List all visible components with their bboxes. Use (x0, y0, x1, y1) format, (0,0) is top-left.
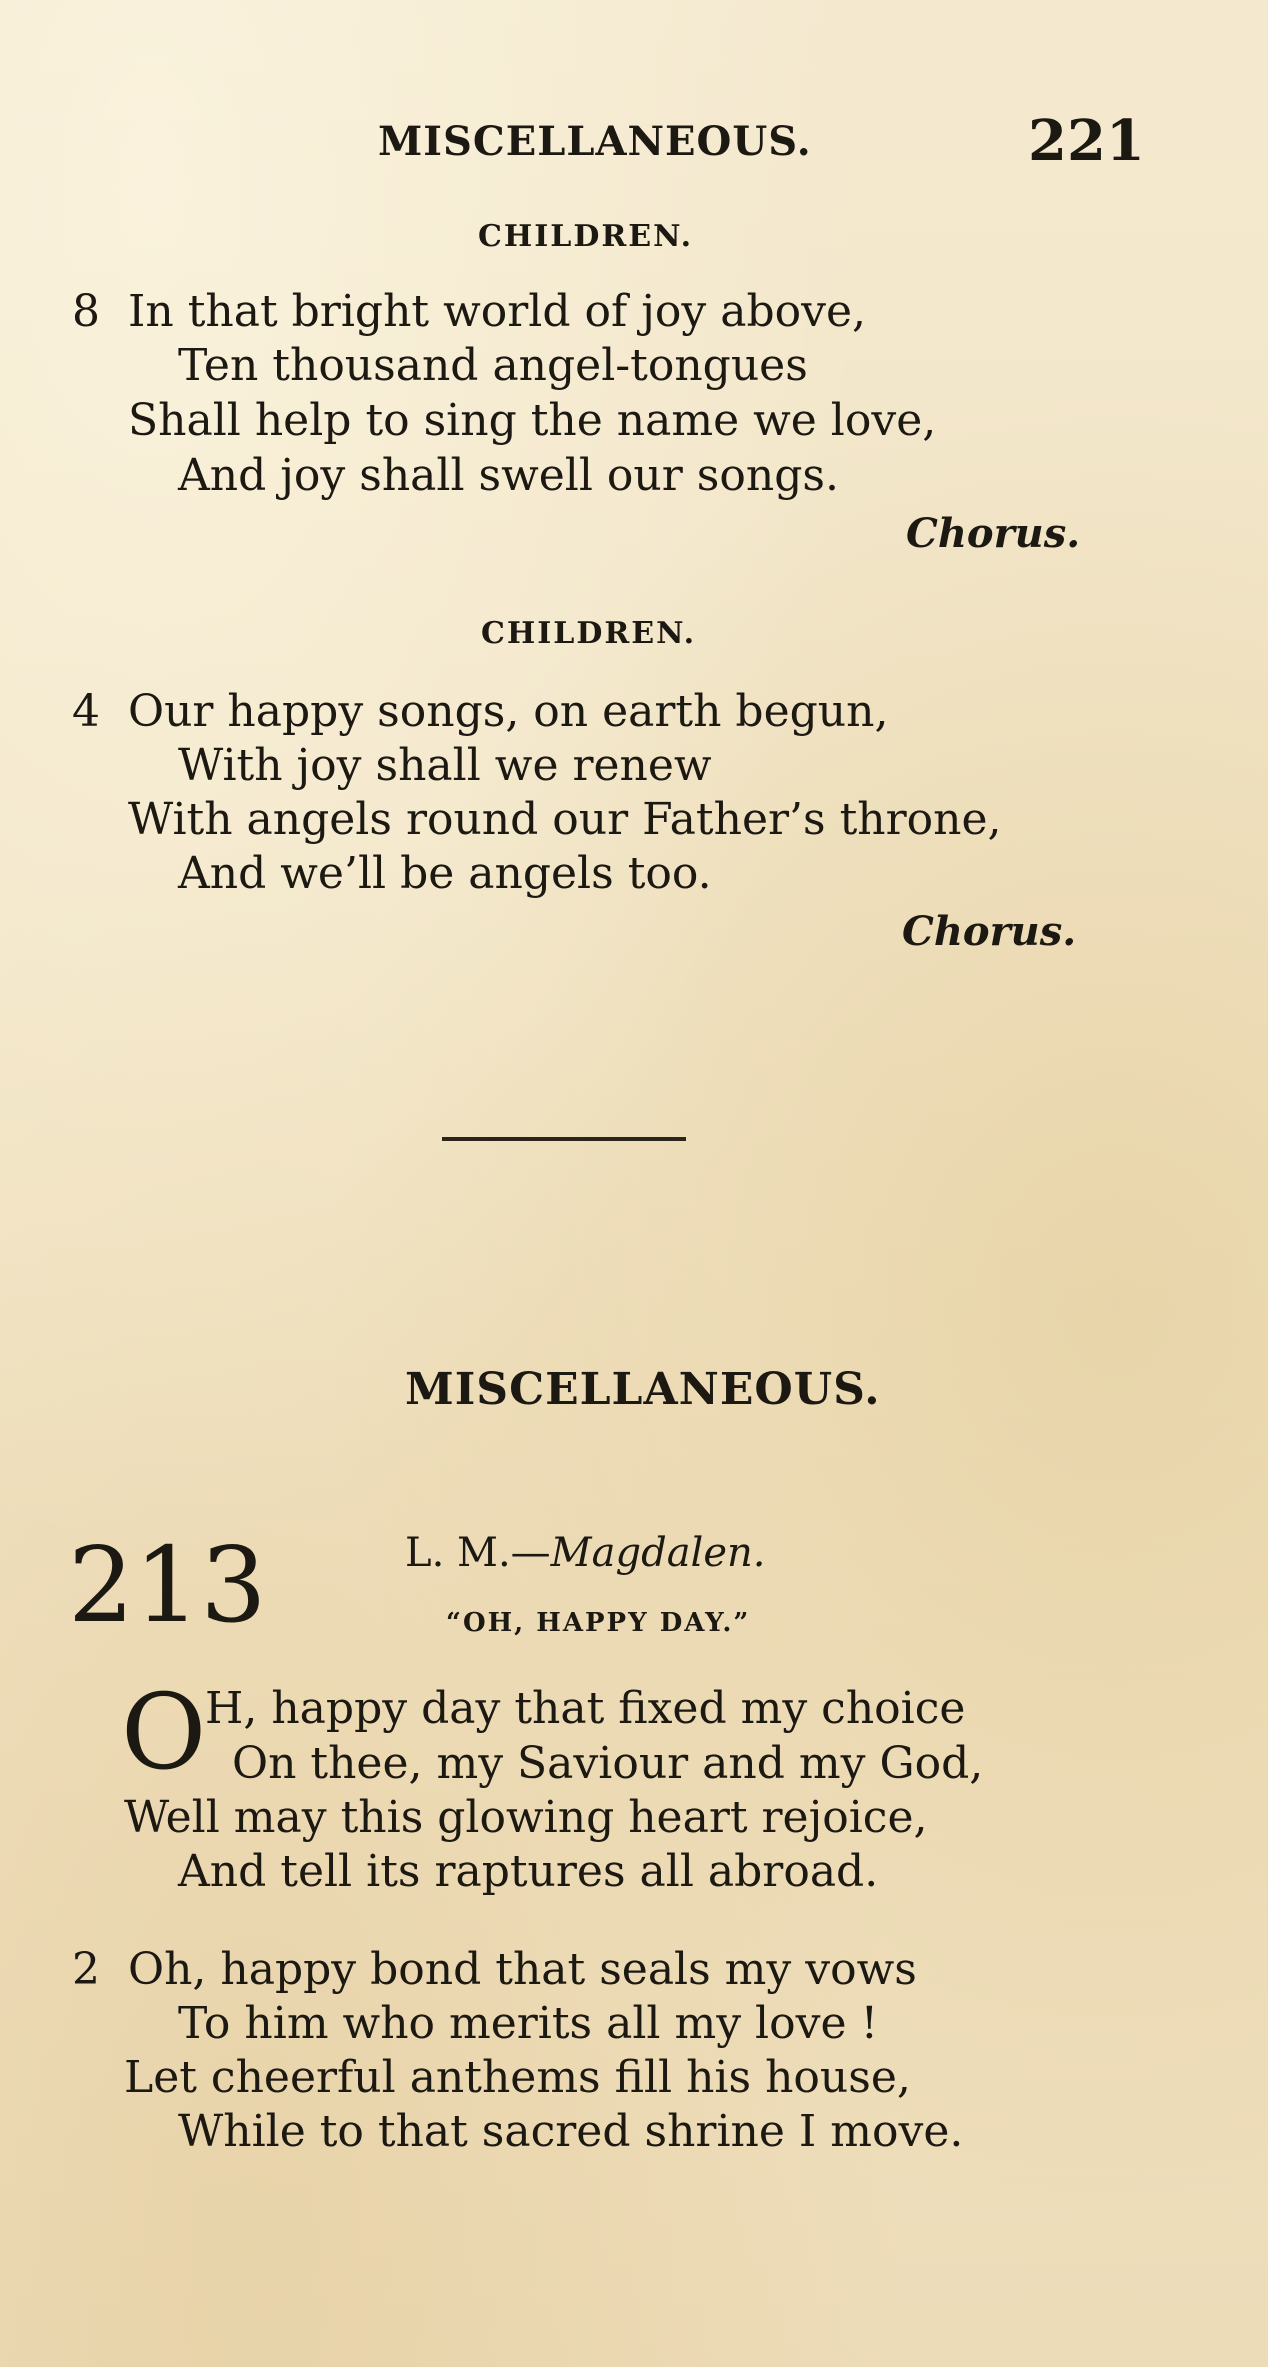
part-label-children: CHILDREN. (481, 616, 697, 651)
verse-line: In that bright world of joy above, (128, 286, 866, 337)
verse-line: Let cheerful anthems fill his house, (124, 2052, 911, 2103)
meter: L. M.— (405, 1530, 551, 1576)
chorus-label: Chorus. (906, 510, 1081, 557)
verse-line: Well may this glowing heart rejoice, (124, 1792, 928, 1843)
chorus-label: Chorus. (902, 908, 1077, 955)
verse-line: With joy shall we renew (178, 740, 712, 791)
verse-line: Ten thousand angel-tongues (178, 340, 808, 391)
running-head: MISCELLANEOUS. (378, 118, 812, 165)
section-heading: MISCELLANEOUS. (405, 1364, 881, 1415)
verse-line: To him who merits all my love ! (178, 1998, 879, 2049)
verse-line: Our happy songs, on earth begun, (128, 686, 889, 737)
separator-rule (442, 1137, 686, 1141)
verse-line: And joy shall swell our songs. (178, 450, 839, 501)
drop-cap: O (121, 1671, 207, 1793)
verse-line: While to that sacred shrine I move. (178, 2106, 964, 2157)
part-label-children: CHILDREN. (478, 219, 694, 254)
verse-line: And we’ll be angels too. (178, 848, 712, 899)
page-number: 221 (1028, 108, 1145, 174)
verse-line: With angels round our Father’s throne, (128, 794, 1002, 845)
verse-line: Shall help to sing the name we love, (128, 395, 937, 446)
verse-number: 4 (72, 686, 100, 737)
verse-number: 8 (72, 286, 100, 337)
meter-and-tune (405, 1530, 765, 1576)
verse-line: H, happy day that fixed my choice (205, 1683, 966, 1734)
hymn-number: 213 (68, 1524, 267, 1646)
verse-line: On thee, my Saviour and my God, (232, 1738, 984, 1789)
verse-number: 2 (72, 1944, 100, 1995)
tune-name: Magdalen. (550, 1530, 766, 1576)
hymn-subtitle: “OH, HAPPY DAY.” (446, 1608, 751, 1638)
verse-line: And tell its raptures all abroad. (178, 1846, 879, 1897)
verse-line: Oh, happy bond that seals my vows (128, 1944, 917, 1995)
